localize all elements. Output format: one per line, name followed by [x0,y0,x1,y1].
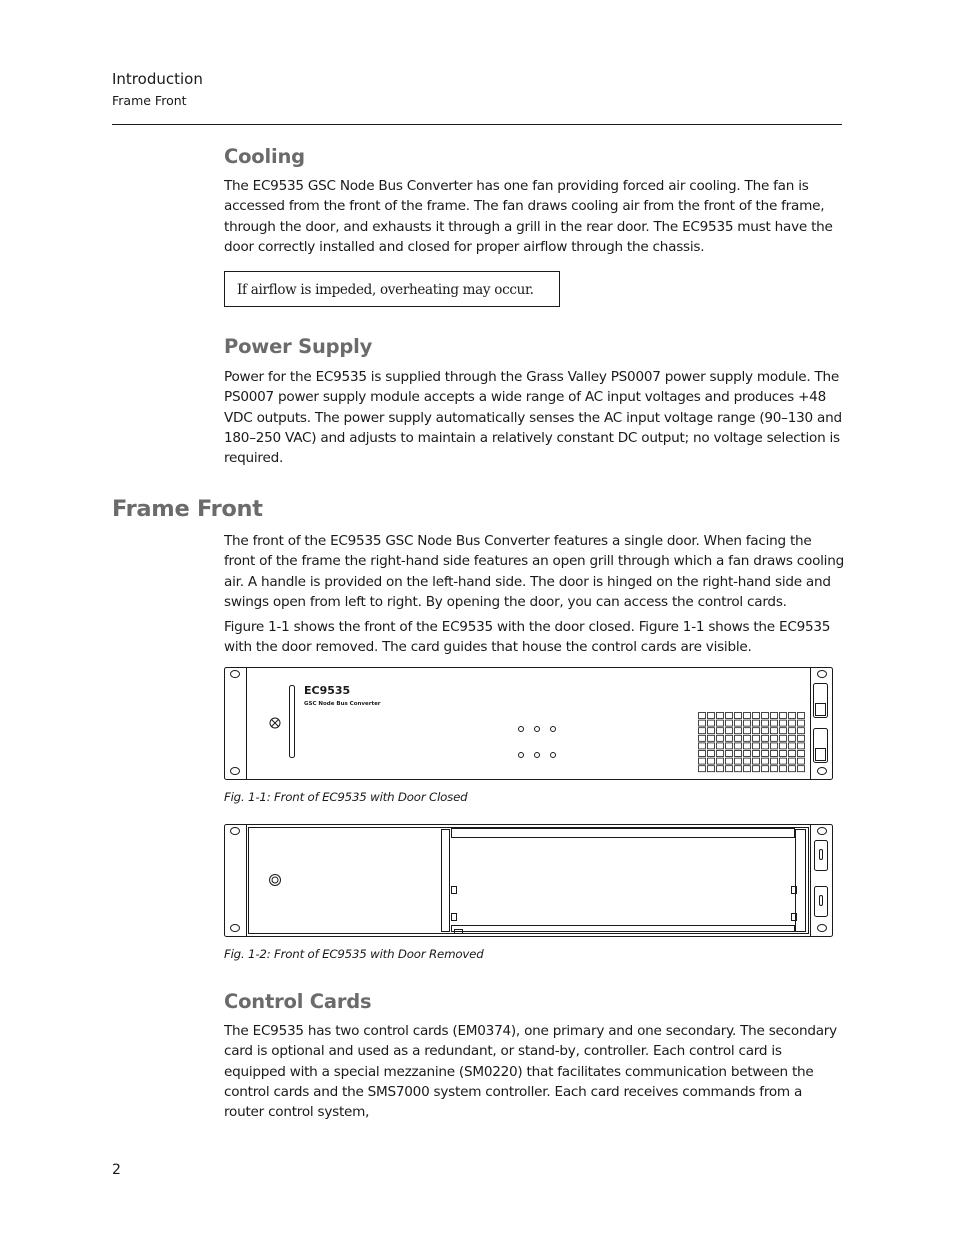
grill-slot [753,713,760,719]
grill-slot [780,758,787,764]
grill-slot [762,751,769,757]
grill-slot [735,766,742,772]
grill-slot [771,735,778,741]
grill-slot [744,743,751,749]
grill-slot [708,720,715,726]
running-header-chapter: Introduction [112,70,203,88]
grill-slot [762,743,769,749]
grill-slot [717,720,724,726]
heading-frame-front: Frame Front [112,496,263,522]
grill-slot [798,720,805,726]
grill-slot [771,758,778,764]
grill-slot [789,713,796,719]
grill-slot [780,720,787,726]
paragraph-control-cards: The EC9535 has two control cards (EM0374), one primary and one secondary. The secondary card is optional and used as a redundant, or stand-by, controller. Each control card is equipped with a special mezzanine (SM0220) that facilitates communication between the control cards and the SMS7000 system controller. Each card receives commands from a router control system, [224,1023,837,1121]
header-rule [112,124,842,125]
grill-slot [699,743,706,749]
grill-slot [726,720,733,726]
grill-slot [789,735,796,741]
grill-slot [771,720,778,726]
caption-figure-1-1: Fig. 1-1: Front of EC9535 with Door Closed [224,790,468,804]
grill-slot [744,728,751,734]
grill-slot [780,743,787,749]
grill-slot [753,728,760,734]
grill-slot [726,758,733,764]
grill-slot [699,720,706,726]
grill-slot [744,720,751,726]
grill-slot [699,713,706,719]
grill-slot [780,766,787,772]
grill-slot [798,728,805,734]
grill-slot [708,751,715,757]
grill-slot [744,751,751,757]
grill-slot [708,743,715,749]
grill-slot [708,758,715,764]
grill-slot [762,766,769,772]
grill-slot [771,766,778,772]
grill-slot [798,743,805,749]
paragraph-cooling: The EC9535 GSC Node Bus Converter has one fan providing forced air cooling. The fan is accessed from the front of the frame. The fan draws cooling air from the front of the frame, through the door, and exhausts it through a grill in the rear door. The EC9535 must have the door correctly installed and closed for proper airflow through the chassis. [224,178,833,255]
grill-slot [780,713,787,719]
grill-slot [744,758,751,764]
grill-slot [699,735,706,741]
grill-slot [780,728,787,734]
grill-slot [753,751,760,757]
figure-model-label: EC9535 [304,684,351,697]
grill-slot [699,766,706,772]
grill-slot [753,766,760,772]
caution-box: If airflow is impeded, overheating may occur. [224,271,560,307]
grill-slot [699,758,706,764]
grill-slot [735,728,742,734]
grill-slot [762,735,769,741]
grill-slot [699,728,706,734]
grill-slot [708,713,715,719]
grill-slot [798,766,805,772]
grill-slot [753,758,760,764]
grill-slot [762,713,769,719]
grill-slot [762,720,769,726]
figure-model-subtitle: GSC Node Bus Converter [304,701,381,707]
grill-slot [726,728,733,734]
grill-slot [717,758,724,764]
grill-slot [762,728,769,734]
grill-slot [708,728,715,734]
grill-slot [771,713,778,719]
grill-slot [744,713,751,719]
grill-slot [798,758,805,764]
paragraph-power-supply: Power for the EC9535 is supplied through the Grass Valley PS0007 power supply module. The PS0007 power supply module accepts a wide range of AC input voltages and produces +48 VDC outputs. The power supply automatically senses the AC input voltage range (90–130 and 180–250 VAC) and adjusts to maintain a relatively constant DC output; no voltage selection is required. [224,369,842,467]
grill-slot [789,758,796,764]
figure-door-removed [224,824,834,938]
grill-slot [726,735,733,741]
grill-slot [735,713,742,719]
grill-slot [735,751,742,757]
grill-slot [771,751,778,757]
grill-slot [753,735,760,741]
paragraph-frame-front-2: Figure 1-1 shows the front of the EC9535 with the door closed. Figure 1-1 shows the EC9535 with the door removed. The card guides that house the control cards are visible. [224,619,831,656]
grill-slot [717,713,724,719]
grill-slot [798,751,805,757]
grill-slot [717,743,724,749]
grill-slot [789,766,796,772]
grill-slot [780,735,787,741]
grill-slot [735,758,742,764]
grill-slot [771,728,778,734]
heading-control-cards: Control Cards [224,990,372,1013]
page-number: 2 [112,1162,121,1178]
grill-slot [789,743,796,749]
grill-slot [735,720,742,726]
grill-slot [771,743,778,749]
caption-figure-1-2: Fig. 1-2: Front of EC9535 with Door Removed [224,947,484,961]
grill-slot [708,735,715,741]
grill-slot [726,751,733,757]
grill-slot [780,751,787,757]
grill-slot [735,743,742,749]
grill-slot [798,713,805,719]
grill-slot [726,713,733,719]
grill-slot [789,728,796,734]
grill-slot [726,743,733,749]
grill-slot [717,751,724,757]
running-header-section: Frame Front [112,93,187,108]
grill-slot [753,720,760,726]
grill-slot [717,735,724,741]
grill-slot [726,766,733,772]
grill-slot [753,743,760,749]
grill-slot [798,735,805,741]
grill-slot [717,766,724,772]
grill-slot [789,720,796,726]
grill-slot [744,735,751,741]
grill-slot [762,758,769,764]
grill-slot [744,766,751,772]
figure-door-closed [224,667,834,781]
grill-slot [735,735,742,741]
grill-slot [789,751,796,757]
grill-slot [708,766,715,772]
grill-slot [717,728,724,734]
paragraph-frame-front-1: The front of the EC9535 GSC Node Bus Converter features a single door. When facing the front of the frame the right-hand side features an open grill through which a fan draws cooling air. A handle is provided on the left-hand side. The door is hinged on the right-hand side and swings open from left to right. By opening the door, you can access the control cards. [224,533,844,610]
heading-power-supply: Power Supply [224,335,373,358]
grill-slot [699,751,706,757]
heading-cooling: Cooling [224,145,305,168]
